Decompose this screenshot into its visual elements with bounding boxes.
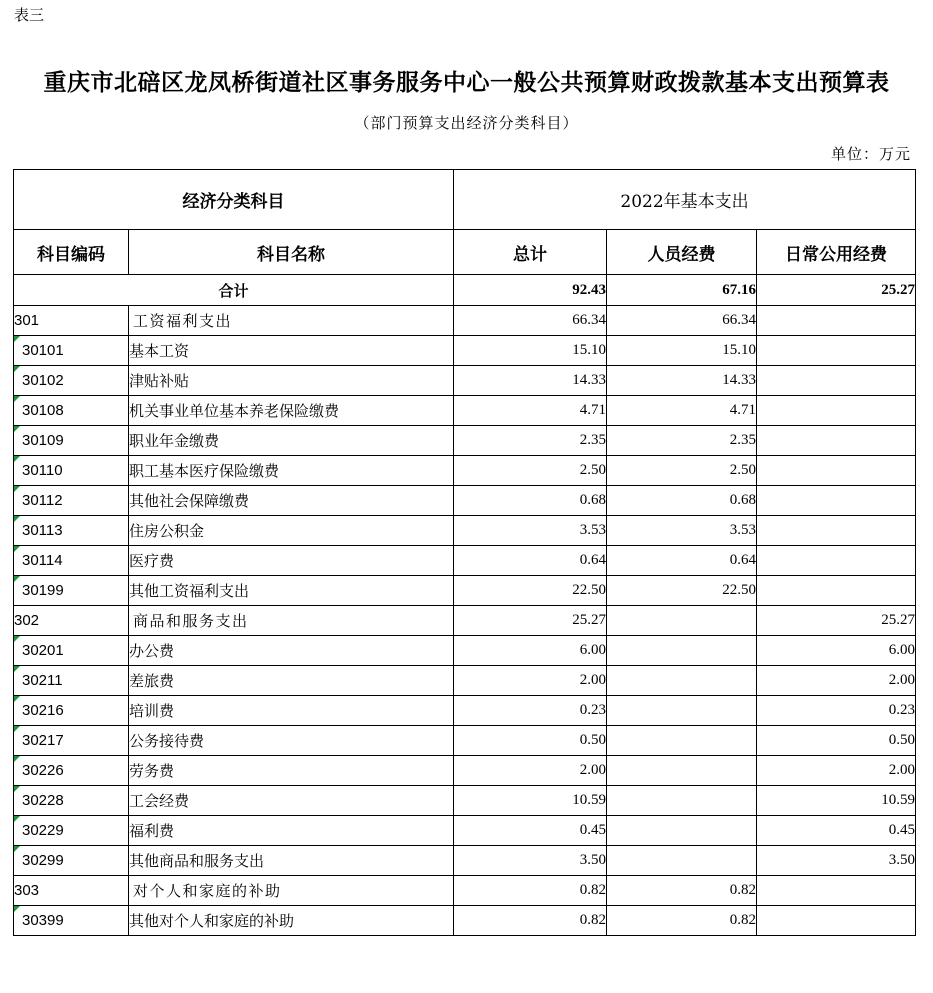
- row-personnel: 3.53: [607, 516, 757, 546]
- row-personnel: [607, 726, 757, 756]
- table-row: [14, 486, 916, 516]
- row-personnel: 0.64: [607, 546, 757, 576]
- row-name: 其他对个人和家庭的补助: [129, 906, 454, 936]
- row-total: 66.34: [454, 306, 607, 336]
- row-total: 0.45: [454, 816, 607, 846]
- total-label: 合计: [14, 275, 454, 306]
- row-name: 其他社会保障缴费: [129, 486, 454, 516]
- row-personnel: [607, 636, 757, 666]
- row-public: 6.00: [757, 636, 916, 666]
- row-code: 30101: [14, 336, 129, 366]
- row-personnel: 14.33: [607, 366, 757, 396]
- row-name: 其他商品和服务支出: [129, 846, 454, 876]
- header-public: 日常公用经费: [757, 230, 916, 275]
- row-public: [757, 516, 916, 546]
- table-row: [14, 546, 916, 576]
- row-name: 劳务费: [129, 756, 454, 786]
- row-code: 303: [14, 876, 129, 906]
- row-code: 30228: [14, 786, 129, 816]
- row-total: 0.68: [454, 486, 607, 516]
- row-name: 工资福利支出: [129, 306, 454, 336]
- row-code: 30399: [14, 906, 129, 936]
- row-personnel: 66.34: [607, 306, 757, 336]
- row-personnel: [607, 666, 757, 696]
- table-row: [14, 756, 916, 786]
- table-row: [14, 516, 916, 546]
- row-total: 10.59: [454, 786, 607, 816]
- row-personnel: 15.10: [607, 336, 757, 366]
- row-total: 25.27: [454, 606, 607, 636]
- row-total: 2.35: [454, 426, 607, 456]
- row-public: [757, 546, 916, 576]
- header-total: 总计: [454, 230, 607, 275]
- row-personnel: 2.50: [607, 456, 757, 486]
- row-code: 30226: [14, 756, 129, 786]
- row-personnel: 22.50: [607, 576, 757, 606]
- row-name: 职业年金缴费: [129, 426, 454, 456]
- row-total: 0.50: [454, 726, 607, 756]
- header-econ-class: 经济分类科目: [14, 170, 454, 230]
- page-title: 重庆市北碚区龙凤桥街道社区事务服务中心一般公共预算财政拨款基本支出预算表: [43, 69, 890, 96]
- row-code: 30110: [14, 456, 129, 486]
- row-code: 302: [14, 606, 129, 636]
- row-code: 30217: [14, 726, 129, 756]
- row-code: 30199: [14, 576, 129, 606]
- row-total: 0.64: [454, 546, 607, 576]
- row-code: 30109: [14, 426, 129, 456]
- row-code: 30108: [14, 396, 129, 426]
- row-public: 0.45: [757, 816, 916, 846]
- table-row: [14, 456, 916, 486]
- row-total: 3.50: [454, 846, 607, 876]
- row-public: [757, 366, 916, 396]
- row-total: 6.00: [454, 636, 607, 666]
- row-personnel: 0.68: [607, 486, 757, 516]
- row-code: 30201: [14, 636, 129, 666]
- row-total: 2.50: [454, 456, 607, 486]
- row-name: 商品和服务支出: [129, 606, 454, 636]
- table-row: [14, 396, 916, 426]
- row-name: 福利费: [129, 816, 454, 846]
- row-public: [757, 576, 916, 606]
- table-row: [14, 906, 916, 936]
- row-public: 10.59: [757, 786, 916, 816]
- row-personnel: [607, 846, 757, 876]
- row-personnel: 0.82: [607, 876, 757, 906]
- total-personnel: 67.16: [607, 275, 757, 306]
- row-public: 2.00: [757, 666, 916, 696]
- row-code: 30112: [14, 486, 129, 516]
- table-row: [14, 576, 916, 606]
- row-public: [757, 486, 916, 516]
- row-public: [757, 426, 916, 456]
- row-personnel: [607, 816, 757, 846]
- header-personnel: 人员经费: [607, 230, 757, 275]
- row-name: 公务接待费: [129, 726, 454, 756]
- row-public: [757, 906, 916, 936]
- row-public: [757, 306, 916, 336]
- row-personnel: [607, 606, 757, 636]
- row-code: 30114: [14, 546, 129, 576]
- table-row: [14, 366, 916, 396]
- row-name: 津贴补贴: [129, 366, 454, 396]
- row-name: 职工基本医疗保险缴费: [129, 456, 454, 486]
- row-public: 0.23: [757, 696, 916, 726]
- row-public: [757, 876, 916, 906]
- row-total: 22.50: [454, 576, 607, 606]
- row-personnel: [607, 756, 757, 786]
- total-sum: 92.43: [454, 275, 607, 306]
- row-name: 住房公积金: [129, 516, 454, 546]
- header-name: 科目名称: [129, 230, 454, 275]
- row-name: 工会经费: [129, 786, 454, 816]
- row-total: 15.10: [454, 336, 607, 366]
- row-public: 3.50: [757, 846, 916, 876]
- row-name: 基本工资: [129, 336, 454, 366]
- table-row: [14, 726, 916, 756]
- row-total: 0.23: [454, 696, 607, 726]
- row-total: 2.00: [454, 756, 607, 786]
- total-public: 25.27: [757, 275, 916, 306]
- row-public: [757, 456, 916, 486]
- budget-table: [13, 169, 916, 936]
- row-name: 培训费: [129, 696, 454, 726]
- table-row: [14, 816, 916, 846]
- row-total: 14.33: [454, 366, 607, 396]
- table-row: [14, 666, 916, 696]
- row-total: 0.82: [454, 876, 607, 906]
- table-row: [14, 306, 916, 336]
- row-name: 办公费: [129, 636, 454, 666]
- row-personnel: [607, 786, 757, 816]
- header-basic-exp: 2022年基本支出: [454, 170, 916, 230]
- row-personnel: 2.35: [607, 426, 757, 456]
- row-total: 3.53: [454, 516, 607, 546]
- row-personnel: [607, 696, 757, 726]
- row-public: [757, 336, 916, 366]
- row-public: 0.50: [757, 726, 916, 756]
- page-subtitle: （部门预算支出经济分类科目）: [354, 114, 579, 132]
- row-total: 4.71: [454, 396, 607, 426]
- header-code: 科目编码: [14, 230, 129, 275]
- row-code: 30113: [14, 516, 129, 546]
- row-total: 0.82: [454, 906, 607, 936]
- row-personnel: 4.71: [607, 396, 757, 426]
- table-row: [14, 336, 916, 366]
- total-row: [14, 275, 916, 306]
- table-row: [14, 636, 916, 666]
- row-name: 对个人和家庭的补助: [129, 876, 454, 906]
- unit-label: 单位：万元: [830, 145, 911, 163]
- table-tag: 表三: [14, 6, 45, 24]
- row-name: 机关事业单位基本养老保险缴费: [129, 396, 454, 426]
- row-public: [757, 396, 916, 426]
- row-code: 30216: [14, 696, 129, 726]
- table-row: [14, 846, 916, 876]
- row-public: 25.27: [757, 606, 916, 636]
- table-row: [14, 786, 916, 816]
- row-name: 医疗费: [129, 546, 454, 576]
- table-row: [14, 426, 916, 456]
- row-code: 301: [14, 306, 129, 336]
- row-name: 其他工资福利支出: [129, 576, 454, 606]
- row-public: 2.00: [757, 756, 916, 786]
- row-total: 2.00: [454, 666, 607, 696]
- row-personnel: 0.82: [607, 906, 757, 936]
- table-row: [14, 606, 916, 636]
- row-code: 30299: [14, 846, 129, 876]
- row-code: 30211: [14, 666, 129, 696]
- row-code: 30229: [14, 816, 129, 846]
- table-row: [14, 696, 916, 726]
- table-row: [14, 876, 916, 906]
- row-code: 30102: [14, 366, 129, 396]
- row-name: 差旅费: [129, 666, 454, 696]
